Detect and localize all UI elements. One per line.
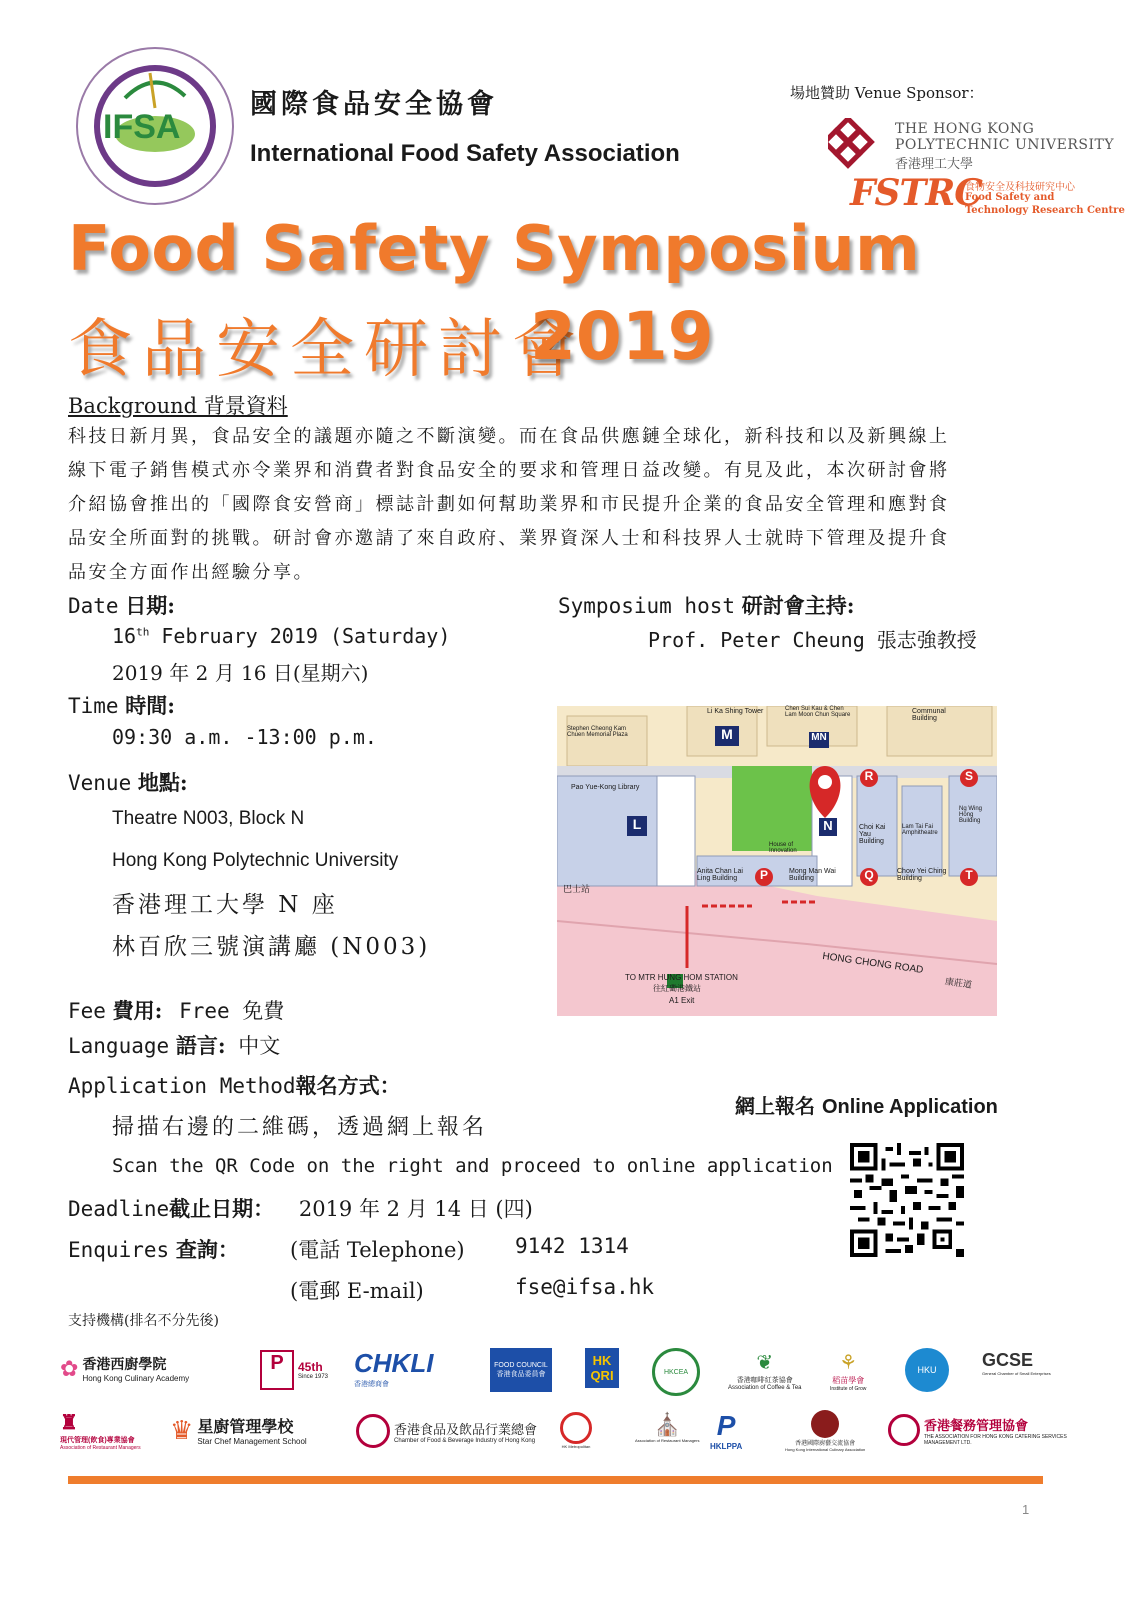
supporter-logo: GCSE General Chamber of Small Enterprises: [982, 1350, 1051, 1376]
map-marker: S: [960, 769, 978, 787]
supporter-logo: ⚘ 稻苗學會 Institute of Grow: [830, 1352, 867, 1392]
title-year: 2019: [530, 298, 714, 375]
ifsa-logo-text: IFSA: [103, 108, 181, 146]
background-line: 品安全所面對的挑戰。研討會亦邀請了來自政府、業界資深人士和科技界人士就時下管理及提升食: [68, 528, 950, 549]
supporter-logo: P 45th Since 1973: [260, 1350, 328, 1390]
map-marker: T: [960, 868, 978, 886]
map-label-house: House of Innovation: [769, 842, 797, 854]
date-cn: 2019 年 2 月 16 日(星期六): [112, 661, 369, 685]
map-marker: MN: [809, 732, 829, 748]
map-label-stephen: Stephen Cheong Kam Chuen Memorial Plaza: [567, 726, 628, 738]
date-en: 16th February 2019 (Saturday): [112, 624, 451, 648]
map-label-li-ka-shing: Li Ka Shing Tower: [707, 708, 764, 715]
telephone-value: 9142 1314: [515, 1234, 629, 1258]
background-line: 線下電子銷售模式亦令業界和消費者對食品安全的要求和管理日益改變。有見及此，本次研討會將: [68, 460, 950, 481]
map-marker: L: [627, 816, 647, 836]
map-label-lam-tai-fai: Lam Tai Fai Amphitheatre: [902, 824, 938, 836]
map-label-chen-sui: Chen Sui Kau & Chen Lam Moon Chun Square: [785, 706, 851, 718]
supporter-logo: HK QRI: [585, 1348, 619, 1388]
map-label-mtr-cn: 往紅磡港鐵站: [653, 984, 701, 993]
background-paragraph: [68, 420, 1043, 590]
supporter-logo: ❦ 香港咖啡紅茶協會 Association of Coffee & Tea: [728, 1352, 802, 1391]
language-row: Language 語言: 中文: [68, 1033, 281, 1058]
map-label-mtr: TO MTR HUNG HOM STATION: [625, 973, 738, 982]
org-name-cn: 國際食品安全協會: [250, 89, 498, 120]
map-label-bus: 巴士站: [563, 885, 591, 895]
supporter-logo: ✿ 香港西廚學院 Hong Kong Culinary Academy: [60, 1355, 190, 1383]
polyu-name-line1: THE HONG KONG: [895, 121, 1035, 137]
venue-sponsor-label: 場地贊助 Venue Sponsor：: [790, 84, 984, 102]
ifsa-logo: [55, 38, 235, 218]
fstrc-name-en1: Food Safety and: [965, 192, 1055, 203]
supporter-logo: ⛪ Association of Restaurant Managers: [635, 1412, 700, 1443]
application-en: Scan the QR Code on the right and proceed to online application: [112, 1155, 833, 1177]
host-label: Symposium host 研討會主持:: [558, 593, 855, 618]
supporters-label: 支持機構(排名不分先後): [68, 1313, 219, 1329]
map-label-road: HONG CHONG ROAD: [821, 950, 924, 977]
email-value[interactable]: fse@ifsa.hk: [515, 1275, 655, 1299]
map-marker: P: [755, 868, 773, 886]
host-name: Prof. Peter Cheung 張志強教授: [648, 628, 977, 652]
time-label: Time 時間:: [68, 693, 176, 718]
deadline-row: Deadline截止日期： 2019 年 2 月 14 日 (四): [68, 1196, 533, 1221]
map-label-choi: Choi Kai Yau Building: [859, 824, 886, 845]
supporters-row-2: [60, 1410, 1067, 1470]
supporter-logo: ♜ 現代管理(飲食)專業協會 Association of Restaurant Managers: [60, 1412, 141, 1451]
email-label: (電郵 E-mail): [290, 1279, 424, 1303]
map-label-road-cn: 康莊道: [944, 977, 973, 991]
supporter-logo: 香港餐務管理協會 THE ASSOCIATION FOR HONG KONG CATERING SERVICES MANAGEMENT LTD.: [888, 1414, 1074, 1446]
telephone-label: (電話 Telephone): [290, 1238, 465, 1262]
bottom-divider: [68, 1476, 1043, 1484]
supporters-row-1: [60, 1348, 1060, 1408]
map-label-exit: A1 Exit: [669, 996, 695, 1005]
background-line: 介紹協會推出的「國際食安營商」標誌計劃如何幫助業界和市民提升企業的食品安全管理和應對食: [68, 494, 950, 515]
venue-label: Venue 地點:: [68, 770, 188, 795]
supporter-logo: HKU: [905, 1348, 949, 1392]
map-label-pao: Pao Yue-Kong Library: [571, 784, 640, 791]
fstrc-name-en2: Technology Research Centre: [965, 205, 1125, 216]
title-cn: 食品安全研討會: [68, 313, 586, 387]
campus-map: [557, 706, 997, 1016]
map-label-anita: Anita Chan Lai Ling Building: [697, 868, 743, 882]
qr-code[interactable]: [850, 1143, 964, 1257]
polyu-name-line3: 香港理工大學: [895, 157, 974, 172]
map-marker: N: [819, 818, 837, 836]
background-heading: Background 背景資料: [68, 394, 288, 418]
supporter-logo: P HKLPPA: [710, 1410, 743, 1451]
background-line: 科技日新月異，食品安全的議題亦隨之不斷演變。而在食品供應鏈全球化，新科技和以及新興線上: [68, 426, 950, 447]
supporter-logo: HKCEA: [652, 1348, 700, 1396]
map-label-ng-wing: Ng Wing Hong Building: [959, 806, 983, 824]
map-marker: M: [715, 726, 739, 746]
supporter-logo: HK Metropolitan: [560, 1412, 592, 1449]
application-cn: 掃描右邊的二維碼，透過網上報名: [112, 1115, 488, 1140]
enquires-label: Enquires 查詢：: [68, 1237, 239, 1262]
venue-cn-line2: 林百欣三號演講廳 (N003): [112, 934, 431, 960]
supporter-logo: 香港食品及飲品行業總會 Chamber of Food & Beverage Industry of Hong Kong: [356, 1414, 537, 1448]
map-label-mong: Mong Man Wai Building: [789, 868, 836, 882]
application-label: Application Method報名方式：: [68, 1073, 401, 1098]
supporter-logo: CHKLI 香港總商會: [354, 1348, 434, 1388]
org-name-en: International Food Safety Association: [250, 140, 680, 167]
polyu-name-line2: POLYTECHNIC UNIVERSITY: [895, 137, 1115, 153]
map-label-chow: Chow Yei Ching Building: [897, 868, 947, 882]
title-en: Food Safety Symposium: [68, 212, 921, 285]
supporter-logo: FOOD COUNCIL 香港食品委員會: [490, 1348, 552, 1392]
map-label-communal: Communal Building: [912, 708, 946, 722]
fstrc-name-cn: 食物安全及科技研究中心: [965, 182, 1075, 193]
online-application-title: 網上報名 Online Application: [735, 1094, 998, 1118]
time-value: 09:30 a.m. -13:00 p.m.: [112, 725, 377, 749]
map-marker: R: [860, 769, 878, 787]
background-line: 品安全方面作出經驗分享。: [68, 562, 314, 583]
venue-cn-line1: 香港理工大學 N 座: [112, 892, 338, 918]
page-number: 1: [1022, 1502, 1030, 1517]
venue-en-line2: Hong Kong Polytechnic University: [112, 850, 399, 871]
fstrc-logo: FSTRC: [850, 172, 982, 214]
supporter-logo: ♛ 星廚管理學校 Star Chef Management School: [170, 1414, 307, 1446]
venue-en-line1: Theatre N003, Block N: [112, 808, 305, 829]
map-marker: Q: [860, 868, 878, 886]
date-label: Date 日期:: [68, 593, 176, 618]
supporter-logo: 香港國際廚藝交流協會 Hong Kong International Culinary Association: [785, 1410, 865, 1452]
fee-row: Fee 費用: Free 免費: [68, 998, 285, 1023]
